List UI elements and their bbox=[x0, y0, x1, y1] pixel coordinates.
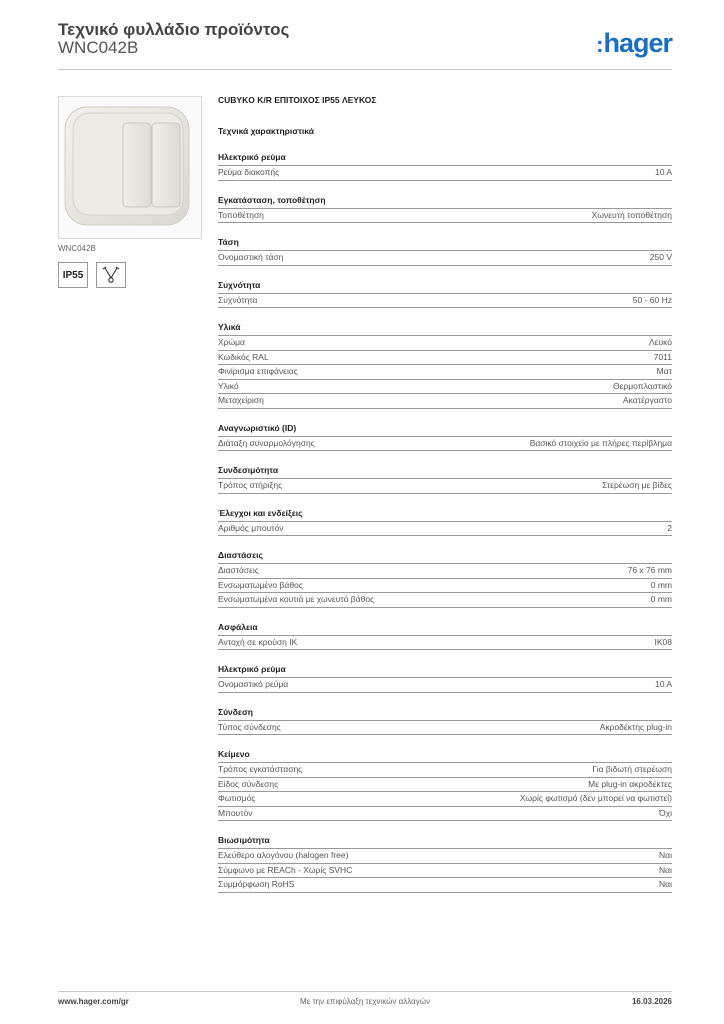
page-header bbox=[58, 20, 672, 68]
spec-section bbox=[218, 280, 672, 309]
spec-label: Χρώμα bbox=[218, 337, 245, 347]
spec-label: Ενσωματωμένο βάθος bbox=[218, 579, 303, 590]
spec-label: Αντοχή σε κρούση IK bbox=[218, 636, 298, 647]
product-image bbox=[58, 96, 202, 239]
spec-value: Με plug-in ακροδέκτες bbox=[588, 778, 672, 789]
spec-value: Ναι bbox=[659, 879, 672, 889]
spec-value: 10 A bbox=[654, 679, 672, 689]
spec-value: Θερμοπλαστικό bbox=[612, 380, 672, 391]
spec-row bbox=[218, 636, 672, 651]
spec-label: Διαστάσεις bbox=[218, 565, 259, 575]
spec-label: Σύμφωνο με REACh - Χωρίς SVHC bbox=[218, 864, 353, 875]
spec-row bbox=[218, 380, 672, 395]
spec-label: Αριθμός μπουτόν bbox=[218, 522, 284, 533]
spec-label: Υλικό bbox=[218, 380, 239, 391]
spec-row bbox=[218, 294, 672, 309]
spec-row bbox=[218, 864, 672, 879]
section-title: Αναγνωριστικό (ID) bbox=[218, 423, 672, 437]
section-title: Εγκατάσταση, τοποθέτηση bbox=[218, 195, 672, 209]
section-title: Τάση bbox=[218, 237, 672, 251]
spec-section bbox=[218, 664, 672, 693]
spec-row bbox=[218, 678, 672, 693]
spec-label: Φινίρισμα επιφάνειας bbox=[218, 366, 298, 376]
spec-value: Λευκό bbox=[649, 337, 672, 347]
section-title: Συνδεσιμότητα bbox=[218, 465, 672, 479]
spec-value: Ναι bbox=[659, 850, 672, 860]
spec-row bbox=[218, 394, 672, 409]
spec-section bbox=[218, 152, 672, 181]
spec-value: Ακροδέκτης plug-in bbox=[599, 721, 672, 732]
spec-label: Ονομαστική τάση bbox=[218, 252, 284, 262]
spec-value: IK08 bbox=[654, 636, 672, 647]
spec-row bbox=[218, 778, 672, 793]
switch-product-illustration bbox=[59, 97, 201, 238]
spec-value: 0 mm bbox=[650, 579, 672, 590]
header-divider bbox=[58, 69, 672, 70]
spec-value: Ματ bbox=[656, 366, 672, 376]
spec-label: Τρόπος στήριξης bbox=[218, 480, 283, 490]
spec-sections bbox=[218, 152, 672, 893]
spec-value: 0 mm bbox=[650, 594, 672, 604]
spec-section bbox=[218, 322, 672, 409]
spec-row bbox=[218, 166, 672, 181]
spec-row bbox=[218, 209, 672, 224]
spec-label: Ελεύθερο αλογόνου (halogen free) bbox=[218, 850, 349, 860]
spec-row bbox=[218, 437, 672, 452]
page-footer bbox=[58, 997, 672, 1009]
spec-subtitle: Τεχνικά χαρακτηριστικά bbox=[218, 126, 314, 136]
page-title: Τεχνικό φυλλάδιο προϊόντος bbox=[58, 20, 290, 39]
spec-row bbox=[218, 351, 672, 366]
spec-value: 10 A bbox=[654, 167, 672, 177]
spec-row bbox=[218, 365, 672, 380]
spec-label: Τρόπος εγκατάστασης bbox=[218, 764, 303, 774]
spec-row bbox=[218, 878, 672, 893]
spec-section bbox=[218, 622, 672, 651]
footer-divider bbox=[58, 991, 672, 992]
spec-section bbox=[218, 195, 672, 224]
spec-row bbox=[218, 849, 672, 864]
spec-value: 250 V bbox=[649, 252, 672, 262]
spec-row bbox=[218, 479, 672, 494]
section-title: Διαστάσεις bbox=[218, 550, 672, 564]
spec-section bbox=[218, 550, 672, 608]
section-title: Ηλεκτρικό ρεύμα bbox=[218, 152, 672, 166]
spec-value: Για βιδωτή στερέωση bbox=[592, 764, 672, 774]
section-title: Κείμενο bbox=[218, 749, 672, 763]
spec-value: Στερέωση με βίδες bbox=[601, 480, 672, 490]
footer-url: www.hager.com/gr bbox=[58, 997, 129, 1006]
spec-label: Ρεύμα διακοπής bbox=[218, 167, 280, 177]
spec-row bbox=[218, 579, 672, 594]
spec-label: Μεταχείριση bbox=[218, 395, 264, 405]
spec-section bbox=[218, 237, 672, 266]
spec-label: Κωδικός RAL bbox=[218, 351, 269, 362]
spec-label: Συχνότητα bbox=[218, 294, 258, 305]
ip-rating-badge: IP55 bbox=[58, 262, 88, 288]
product-code: WNC042B bbox=[58, 38, 139, 57]
product-description: CUBYKO K/R ΕΠΙΤΟΙΧΟΣ IP55 ΛΕΥΚΟΣ bbox=[218, 95, 377, 105]
spec-label: Τύπος σύνδεσης bbox=[218, 721, 281, 732]
spec-label: Είδος σύνδεσης bbox=[218, 778, 279, 789]
spec-label: Μπουτόν bbox=[218, 807, 253, 818]
spec-label: Φωτισμός bbox=[218, 793, 256, 803]
logo-text: hager bbox=[603, 28, 672, 58]
spec-label: Συμμόρφωση RoHS bbox=[218, 879, 295, 889]
spec-row bbox=[218, 792, 672, 807]
spec-row bbox=[218, 522, 672, 537]
spec-label: Ενσωματωμένα κουτιά με χωνευτό βάθος bbox=[218, 594, 375, 604]
spec-value: Χωνευτή τοποθέτηση bbox=[591, 209, 672, 220]
section-title: Σύνδεση bbox=[218, 707, 672, 721]
two-way-switch-icon bbox=[96, 262, 126, 288]
spec-section bbox=[218, 423, 672, 452]
section-title: Έλεγχοι και ενδείξεις bbox=[218, 508, 672, 522]
image-caption: WNC042B bbox=[58, 244, 96, 253]
switch-symbol-icon bbox=[100, 265, 122, 285]
spec-value: 76 x 76 mm bbox=[627, 565, 672, 575]
spec-row bbox=[218, 251, 672, 266]
footer-date: 16.03.2026 bbox=[631, 997, 672, 1006]
section-title: Ηλεκτρικό ρεύμα bbox=[218, 664, 672, 678]
spec-section bbox=[218, 508, 672, 537]
spec-value: 2 bbox=[667, 522, 672, 533]
spec-section bbox=[218, 749, 672, 821]
spec-value: Χωρίς φωτισμό (δεν μπορεί να φωτιστεί) bbox=[519, 793, 672, 803]
spec-row bbox=[218, 593, 672, 608]
spec-value: Όχι bbox=[659, 807, 672, 818]
spec-row bbox=[218, 336, 672, 351]
spec-row bbox=[218, 807, 672, 822]
spec-row bbox=[218, 564, 672, 579]
spec-label: Ονομαστικό ρεύμα bbox=[218, 679, 289, 689]
spec-row bbox=[218, 763, 672, 778]
spec-section bbox=[218, 835, 672, 893]
spec-value: Ακατέργαστο bbox=[622, 395, 672, 405]
logo-dots: : bbox=[596, 32, 603, 57]
spec-value: 7011 bbox=[653, 351, 672, 362]
spec-panel bbox=[218, 95, 672, 893]
hager-logo bbox=[596, 28, 672, 59]
spec-label: Τοποθέτηση bbox=[218, 209, 264, 220]
spec-section bbox=[218, 465, 672, 494]
spec-value: Βασικό στοιχείο με πλήρες περίβλημα bbox=[529, 437, 672, 448]
spec-row bbox=[218, 721, 672, 736]
section-title: Συχνότητα bbox=[218, 280, 672, 294]
footer-note: Με την επιφύλαξη τεχνικών αλλαγών bbox=[300, 997, 430, 1006]
spec-value: 50 - 60 Hz bbox=[632, 294, 672, 305]
section-title: Ασφάλεια bbox=[218, 622, 672, 636]
spec-section bbox=[218, 707, 672, 736]
spec-label: Διάταξη συναρμολόγησης bbox=[218, 437, 315, 448]
spec-value: Ναι bbox=[659, 864, 672, 875]
section-title: Υλικά bbox=[218, 322, 672, 336]
section-title: Βιωσιμότητα bbox=[218, 835, 672, 849]
